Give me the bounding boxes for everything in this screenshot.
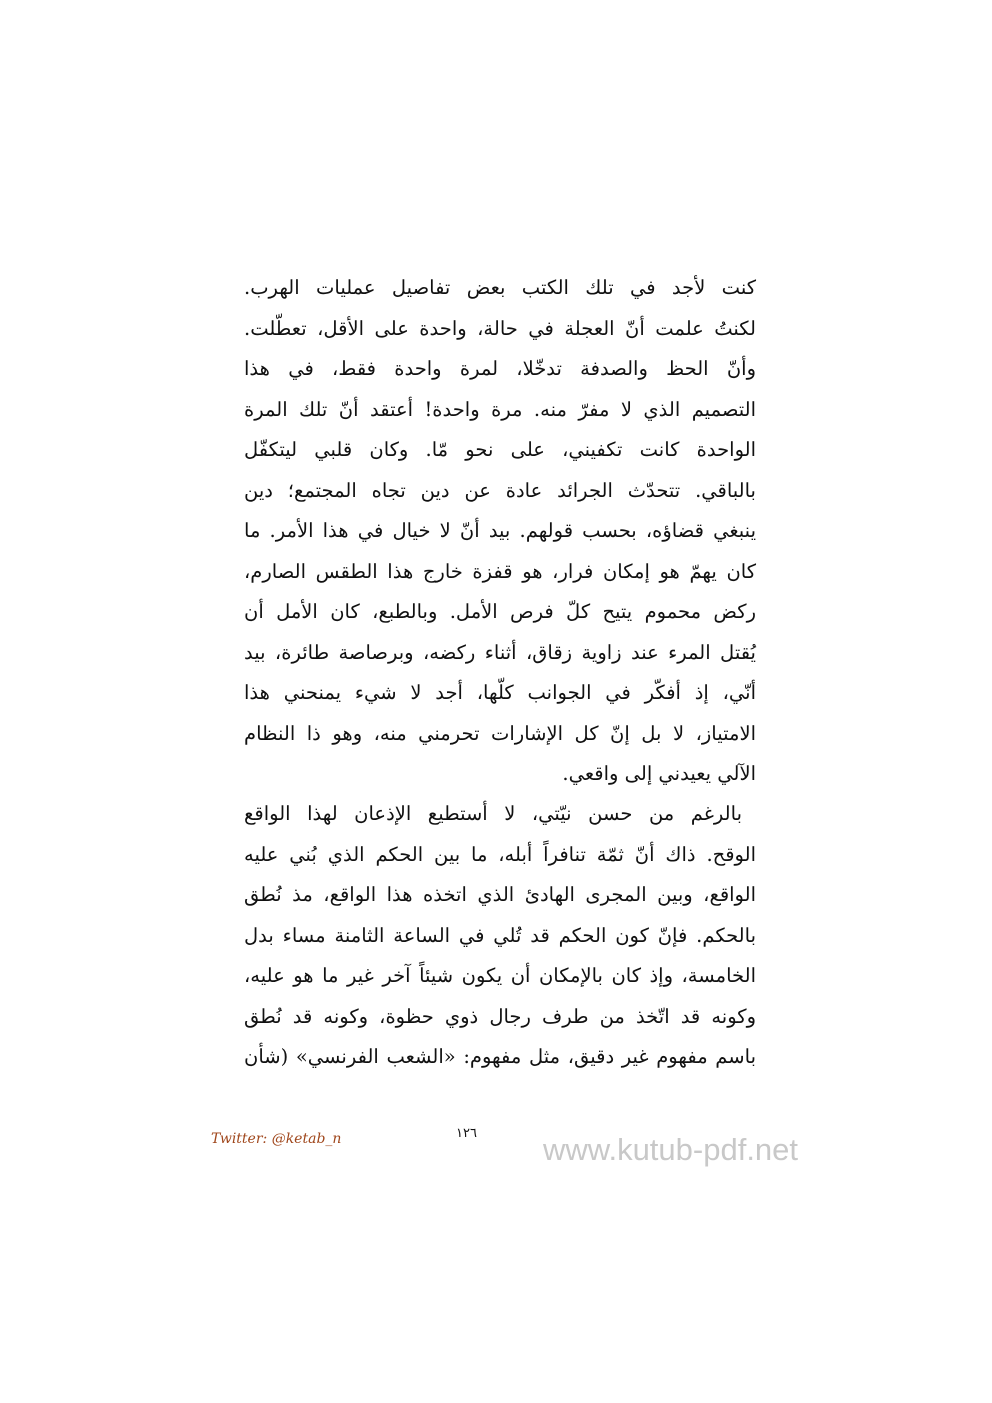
text-line: الواحدة كانت تكفيني، على نحو مّا. وكان قلبي ليتكفّل (244, 438, 756, 461)
text-line: التصميم الذي لا مفرّ منه. مرة واحدة! أعتقد أنّ تلك المرة (244, 397, 756, 421)
text-line: الامتياز، لا بل إنّ كل الإشارات تحرمني منه، وهو ذا النظام (244, 721, 756, 745)
text-line: أنّي، إذ أفكّر في الجوانب كلّها، أجد لا شيء يمنحني هذا (244, 681, 756, 704)
twitter-handle: Twitter: @ketab_n (211, 1131, 342, 1147)
text-line: ركض محموم يتيح كلّ فرص الأمل. وبالطبع، كان الأمل أن (244, 600, 756, 623)
text-line: بالباقي. تتحدّث الجرائد عادة عن دين تجاه المجتمع؛ دين (244, 478, 756, 502)
text-line: الخامسة، وإذ كان بالإمكان أن يكون شيئاً آخر غير ما هو عليه، (244, 964, 756, 987)
paragraph-1 (244, 268, 756, 795)
text-line: بالرغم من حسن نيّتي، لا أستطيع الإذعان لهذا الواقع (244, 802, 742, 825)
text-line: كان يهمّ هو إمكان فرار، هو قفزة خارج هذا الطقس الصارم، (244, 559, 756, 583)
text-line: باسم مفهوم غير دقيق، مثل مفهوم: «الشعب الفرنسي» (شأن (244, 1045, 756, 1068)
text-line: بالحكم. فإنّ كون الحكم قد تُلي في الساعة الثامنة مساء بدل (244, 923, 756, 947)
text-line: الواقع، وبين المجرى الهادئ الذي اتخذه هذا الواقع، مذ نُطق (244, 883, 756, 906)
paragraph-2 (244, 794, 756, 1078)
page-number: ١٢٦ (456, 1126, 477, 1141)
watermark: www.kutub-pdf.net (543, 1132, 799, 1167)
text-line: الوقح. ذاك أنّ ثمّة تنافراً أبله، ما بين الحكم الذي بُني عليه (244, 842, 756, 866)
text-line: الآلي يعيدني إلى واقعي. (562, 762, 756, 785)
text-line: وكونه قد اتّخذ من طرف رجال ذوي حظوة، وكونه قد نُطق (244, 1004, 757, 1028)
text-line: ينبغي قضاؤه، بحسب قولهم. بيد أنّ لا خيال في هذا الأمر. ما (244, 519, 756, 542)
text-line: لكنتُ علمت أنّ العجلة في حالة، واحدة على الأقل، تعطّلت. (244, 316, 756, 340)
text-line: كنت لأجد في تلك الكتب بعض تفاصيل عمليات الهرب. (244, 276, 756, 299)
text-line: وأنّ الحظ والصدفة تدخّلا، لمرة واحدة فقط، في هذا (244, 357, 756, 380)
text-line: يُقتل المرء عند زاوية زقاق، أثناء ركضه، وبرصاصة طائرة، بيد (244, 640, 756, 664)
